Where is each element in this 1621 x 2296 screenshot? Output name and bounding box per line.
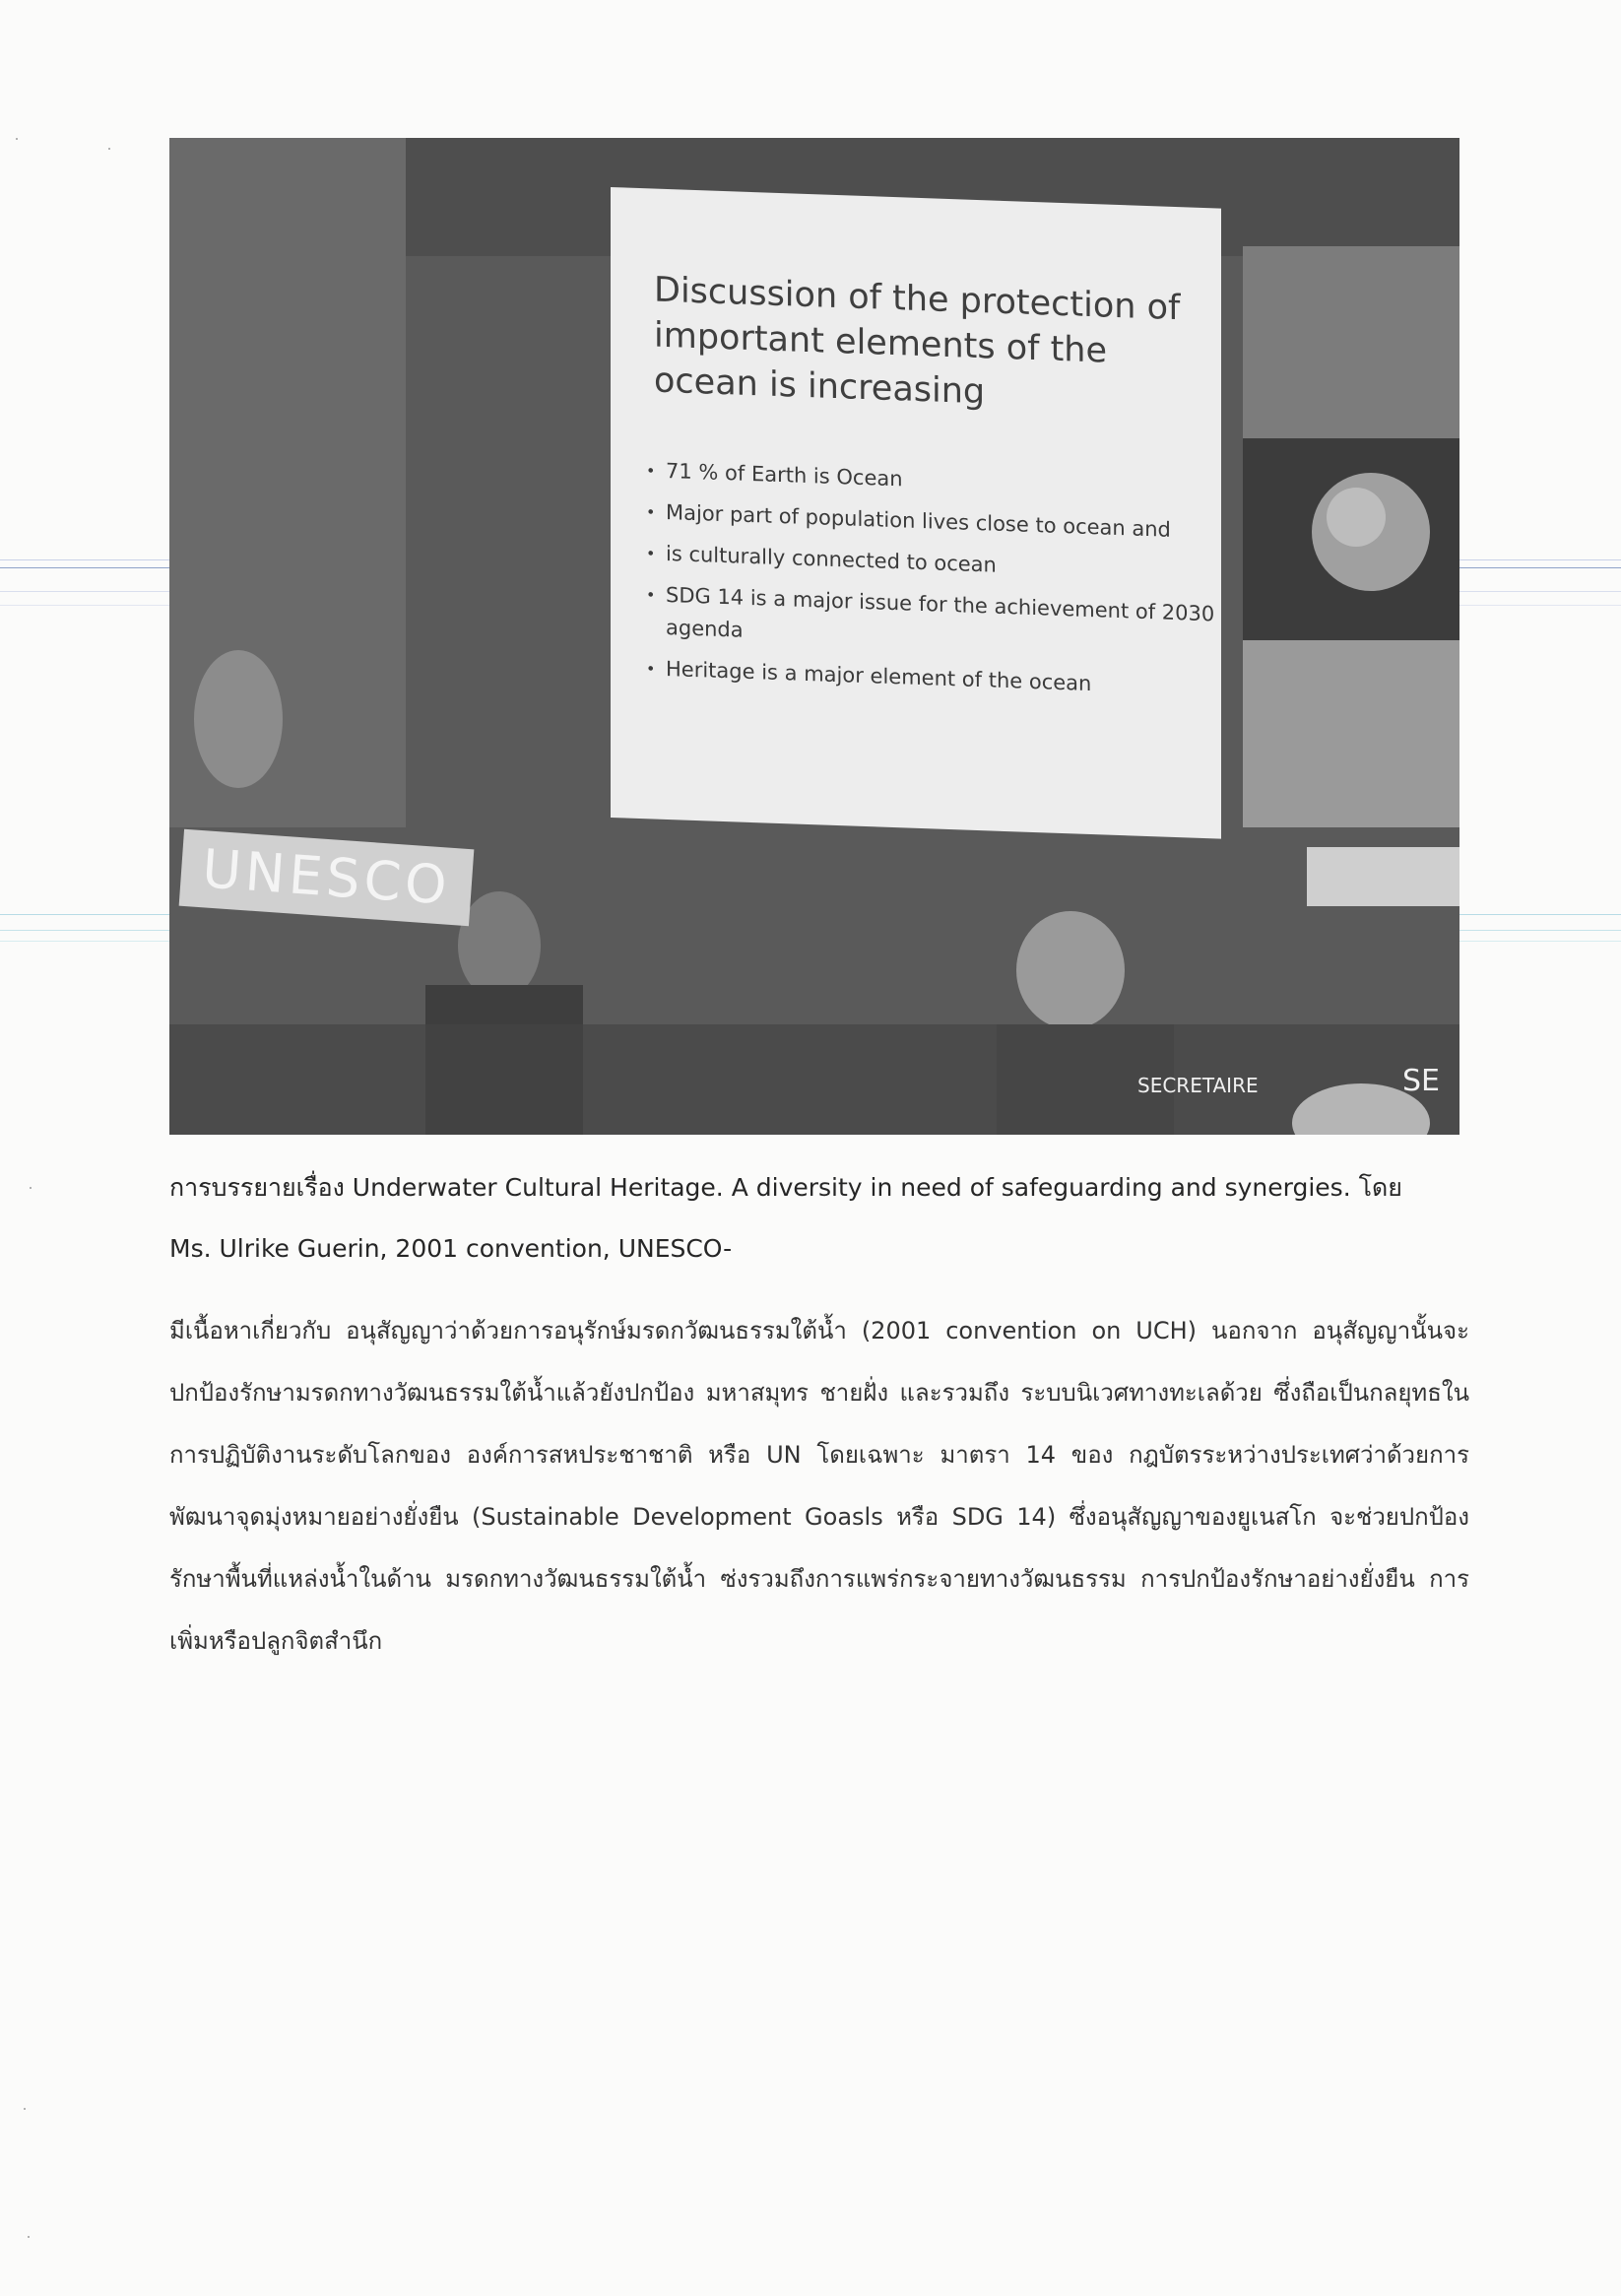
corner-logo: SE (1402, 1064, 1440, 1098)
body-paragraph: มีเนื้อหาเกี่ยวกับ อนุสัญญาว่าด้วยการอนุรักษ์มรดกวัฒนธรรมใต้น้ำ (2001 convention on UCH) นอกจาก อนุสัญญานั้นจะปกป้องรักษามรดกทางวัฒนธรรมใต้น้ำแล้วยังปกป้อง มหาสมุทร ชายฝั่ง และรวมถึง ระบบนิเวศทางทะเลด้วย ซึ่งถือเป็นกลยุทธในการปฏิบัติงานระดับโลกของ องค์การสหประชาชาติ หรือ UN โดยเฉพาะ มาตรา 14 ของ กฎบัตรระหว่างประเทศว่าด้วยการพัฒนาจุดมุ่งหมายอย่างยั่งยืน (Sustainable Development Goasls หรือ SDG 14) ซึ่งอนุสัญญาของยูเนสโก จะช่วยปกป้องรักษาพื้นที่แหล่งน้ำในด้าน มรดกทางวัฒนธรรมใต้น้ำ ซ่งรวมถึงการแพร่กระจายทางวัฒนธรรม การปกป้องรักษาอย่างยั่งยืน การเพิ่มหรือปลูกจิตสำนึก (169, 1317, 1469, 1655)
slide-bullet: • SDG 14 is a major issue for the achievement of 2030 agenda (646, 578, 1227, 664)
slide-bullet: • is culturally connected to ocean (646, 537, 1227, 590)
slide-side-photo-top (1243, 246, 1459, 443)
slide-side-photo-underwater (1243, 640, 1459, 827)
podium-sign: UNESCO (179, 829, 475, 926)
scan-dust (30, 1187, 32, 1189)
slide-title: Discussion of the protection of important elements of the ocean is increasing (654, 270, 1181, 413)
photo-caption: การบรรยายเรื่อง Underwater Cultural Heritage. A diversity in need of safeguarding and synergies. โดย Ms. Ulrike Guerin, 2001 convention, UNESCO- (169, 1173, 1402, 1263)
slide-side-photo-earth (1243, 438, 1459, 645)
nameplate: SECRETAIRE (1137, 1074, 1259, 1097)
conference-photo (169, 138, 1459, 1135)
projected-slide (611, 187, 1221, 839)
scan-dust (16, 138, 18, 140)
scan-dust (24, 2108, 26, 2110)
slide-bullet: • Major part of population lives close to ocean and (646, 495, 1227, 549)
slide-bullet: • 71 % of Earth is Ocean (646, 454, 1227, 507)
slide-bullet: • Heritage is a major element of the ocean (646, 652, 1227, 705)
scan-dust (108, 148, 110, 150)
slide-bullet-list (646, 454, 1227, 714)
scan-dust (28, 2236, 30, 2238)
earth-icon (1243, 438, 1459, 645)
